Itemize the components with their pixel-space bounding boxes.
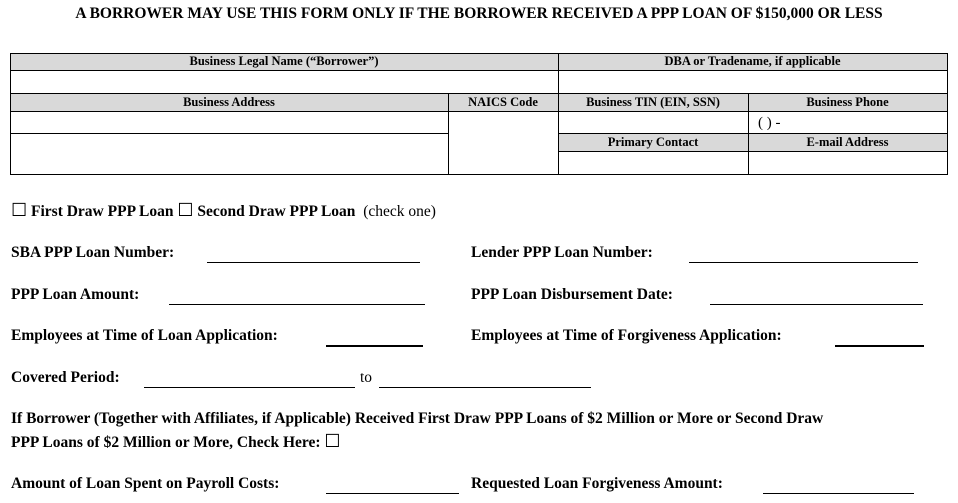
affiliates-line-2-wrap (11, 431, 341, 452)
employees-application-input[interactable] (326, 327, 423, 345)
covered-period-label: Covered Period: (11, 369, 120, 386)
naics-input[interactable] (449, 112, 557, 174)
email-header: E-mail Address (748, 134, 947, 151)
second-draw-checkbox[interactable]: ☐ (177, 200, 194, 220)
first-draw-checkbox[interactable]: ☐ (11, 200, 28, 220)
covered-period-end-input[interactable] (379, 369, 591, 387)
tin-header: Business TIN (EIN, SSN) (558, 94, 748, 111)
employees-forgiveness-label: Employees at Time of Forgiveness Application: (471, 327, 782, 344)
phone-format[interactable]: ( ) - (758, 115, 781, 131)
address-line2-input[interactable] (11, 134, 447, 174)
employees-forgiveness-input[interactable] (835, 327, 924, 345)
affiliates-line-1: If Borrower (Together with Affiliates, if Applicable) Received First Draw PPP Loans of $2 Million or More or Second Draw (11, 410, 824, 427)
employees-application-label: Employees at Time of Loan Application: (11, 327, 278, 344)
forgiveness-amount-label: Requested Loan Forgiveness Amount: (471, 475, 723, 492)
payroll-spent-input[interactable] (326, 475, 459, 493)
disbursement-date-label: PPP Loan Disbursement Date: (471, 286, 673, 303)
email-input[interactable] (749, 152, 946, 174)
affiliates-checkbox[interactable]: ☐ (324, 431, 341, 451)
forgiveness-amount-input[interactable] (763, 475, 914, 493)
loan-amount-input[interactable] (169, 286, 425, 304)
lender-number-input[interactable] (689, 244, 918, 262)
dba-header: DBA or Tradename, if applicable (558, 53, 947, 70)
primary-contact-input[interactable] (559, 152, 747, 174)
lender-number-label: Lender PPP Loan Number: (471, 244, 653, 261)
sba-number-input[interactable] (207, 244, 420, 262)
dba-input[interactable] (559, 71, 946, 93)
covered-period-to: to (360, 369, 373, 386)
form-title: A BORROWER MAY USE THIS FORM ONLY IF THE BORROWER RECEIVED A PPP LOAN OF $150,000 OR LESS (75, 5, 883, 22)
tin-input[interactable] (559, 112, 747, 133)
address-line1-input[interactable] (11, 112, 447, 133)
phone-header: Business Phone (748, 94, 947, 111)
naics-header: NAICS Code (448, 94, 558, 111)
legal-name-header: Business Legal Name (“Borrower”) (10, 53, 558, 70)
legal-name-input[interactable] (11, 71, 557, 93)
loan-type-row (11, 200, 436, 221)
disbursement-date-input[interactable] (710, 286, 923, 304)
affiliates-line-2: PPP Loans of $2 Million or More, Check Here: (11, 434, 321, 451)
address-header: Business Address (10, 94, 448, 111)
second-draw-label: Second Draw PPP Loan (197, 203, 356, 220)
payroll-spent-label: Amount of Loan Spent on Payroll Costs: (11, 475, 280, 492)
loan-amount-label: PPP Loan Amount: (11, 286, 140, 303)
covered-period-start-input[interactable] (144, 369, 355, 387)
first-draw-label: First Draw PPP Loan (31, 203, 174, 220)
sba-number-label: SBA PPP Loan Number: (11, 244, 175, 261)
check-one-note: (check one) (363, 203, 436, 220)
primary-contact-header: Primary Contact (558, 134, 748, 151)
